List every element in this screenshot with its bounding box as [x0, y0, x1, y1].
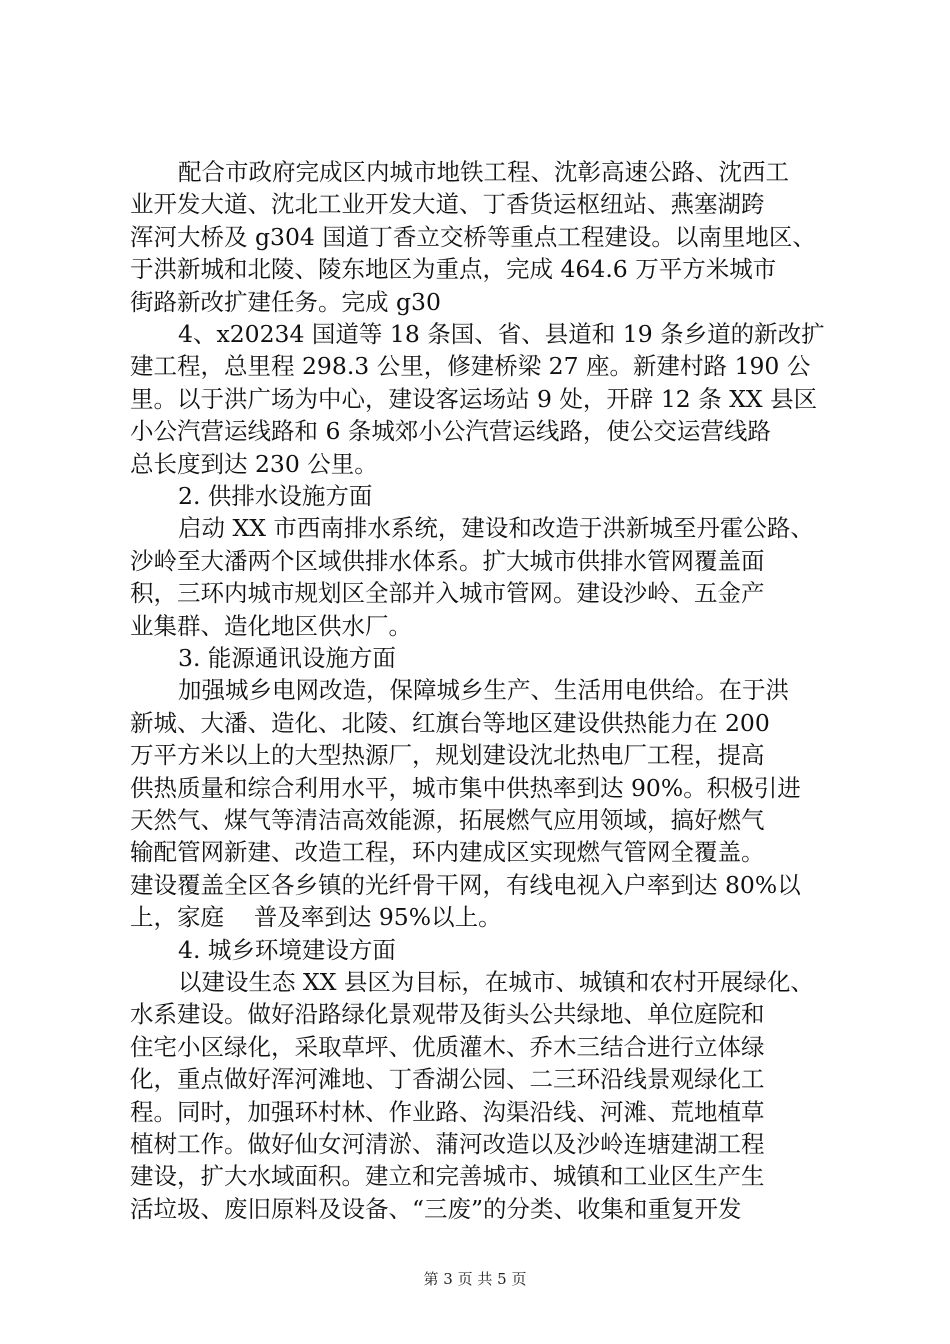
text-line: 植树工作。做好仙女河清淤、蒲河改造以及沙岭连塘建湖工程 [130, 1130, 765, 1158]
text-line: 化，重点做好浑河滩地、丁香湖公园、二三环沿线景观绿化工 [130, 1065, 765, 1094]
text-line: 供热质量和综合利用水平，城市集中供热率到达 90%。积极引进 [130, 773, 801, 802]
text-line: 4、x20234 国道等 18 条国、省、县道和 19 条乡道的新改扩 [178, 320, 825, 348]
text-line: 业集群、造化地区供水厂。 [130, 611, 412, 640]
text-line: 里。以于洪广场为中心，建设客运场站 9 处，开辟 12 条 XX 县区 [130, 384, 818, 413]
section-heading: 4. 城乡环境建设方面 [178, 935, 396, 964]
text-line: 业开发大道、沈北工业开发大道、丁香货运枢纽站、燕塞湖跨 [130, 190, 765, 219]
section-heading: 3. 能源通讯设施方面 [178, 644, 396, 672]
page-number-footer: 第 3 页 共 5 页 [423, 1270, 527, 1288]
text-line: 以建设生态 XX 县区为目标，在城市、城镇和农村开展绿化、 [178, 968, 814, 996]
text-line: 加强城乡电网改造，保障城乡生产、生活用电供给。在于洪 [178, 676, 789, 705]
text-line: 建设，扩大水域面积。建立和完善城市、城镇和工业区生产生 [130, 1162, 765, 1191]
text-line: 水系建设。做好沿路绿化景观带及街头公共绿地、单位庭院和 [130, 1000, 765, 1029]
text-line: 浑河大桥及 g304 国道丁香立交桥等重点工程建设。以南里地区、 [130, 222, 816, 251]
text-line: 程。同时，加强环村林、作业路、沟渠沿线、河滩、荒地植草 [130, 1097, 765, 1126]
text-line: 建设覆盖全区各乡镇的光纤骨干网，有线电视入户率到达 80%以 [130, 870, 801, 899]
text-line: 建工程，总里程 298.3 公里，修建桥梁 27 座。新建村路 190 公 [130, 352, 811, 381]
text-line: 配合市政府完成区内城市地铁工程、沈彰高速公路、沈西工 [178, 158, 789, 186]
text-line: 输配管网新建、改造工程，环内建成区实现燃气管网全覆盖。 [130, 838, 765, 867]
text-line: 活垃圾、废旧原料及设备、“三废”的分类、收集和重复开发 [130, 1194, 742, 1223]
text-line: 上，家庭 普及率到达 95%以上。 [130, 903, 502, 932]
text-line: 启动 XX 市西南排水系统，建设和改造于洪新城至丹霍公路、 [178, 514, 814, 543]
text-line: 小公汽营运线路和 6 条城郊小公汽营运线路，使公交运营线路 [130, 417, 771, 446]
section-heading: 2. 供排水设施方面 [178, 482, 373, 510]
text-line: 天然气、煤气等清洁高效能源，拓展燃气应用领域，搞好燃气 [130, 806, 765, 834]
text-line: 万平方米以上的大型热源厂，规划建设沈北热电厂工程，提高 [130, 741, 765, 770]
text-line: 积，三环内城市规划区全部并入城市管网。建设沙岭、五金产 [130, 579, 765, 608]
text-line: 街路新改扩建任务。完成 g30 [130, 287, 441, 316]
text-line: 于洪新城和北陵、陵东地区为重点，完成 464.6 万平方米城市 [130, 255, 777, 284]
text-line: 新城、大潘、造化、北陵、红旗台等地区建设供热能力在 200 [130, 708, 770, 737]
text-line: 沙岭至大潘两个区域供排水体系。扩大城市供排水管网覆盖面 [130, 546, 765, 575]
text-line: 总长度到达 230 公里。 [130, 449, 378, 478]
text-line: 住宅小区绿化，采取草坪、优质灌木、乔木三结合进行立体绿 [130, 1032, 765, 1061]
